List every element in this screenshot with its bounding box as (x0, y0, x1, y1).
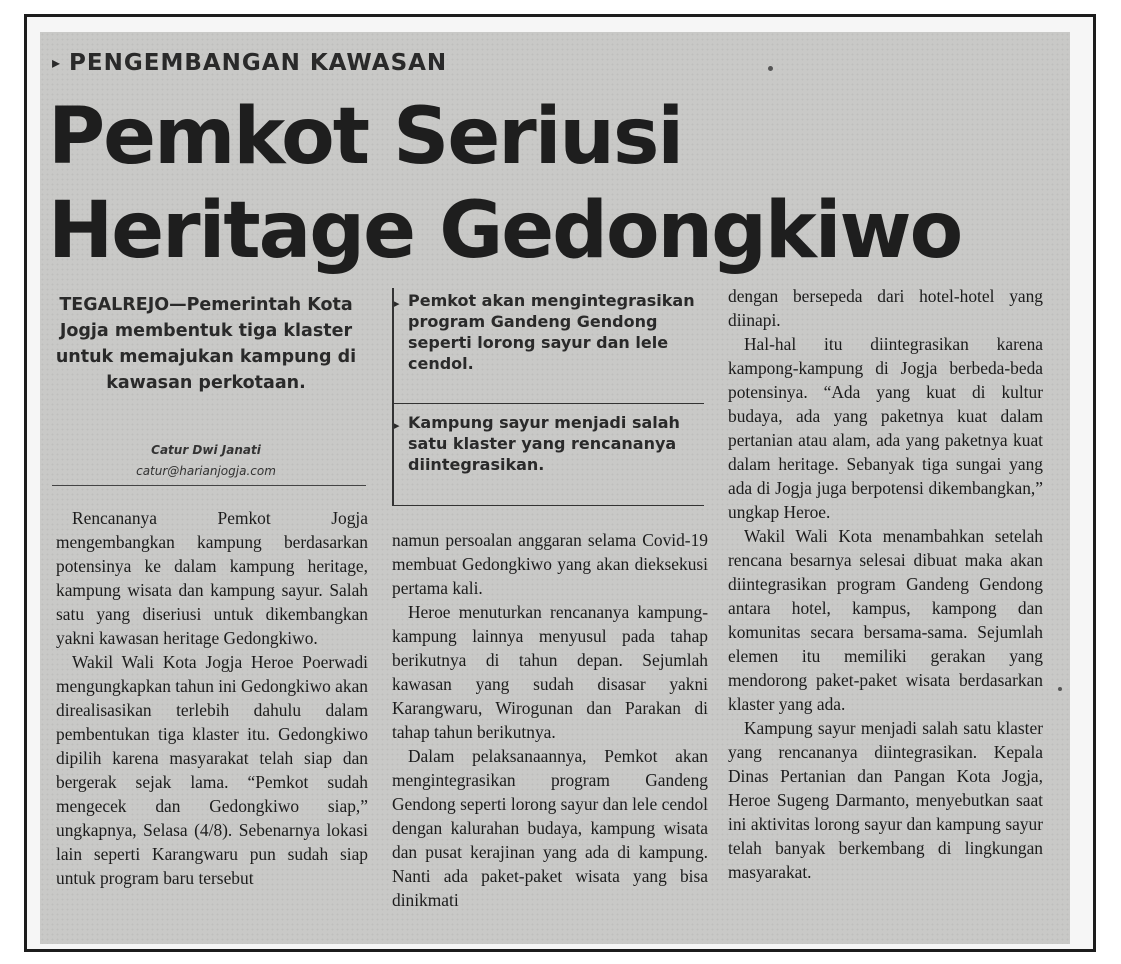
text-column-2 (392, 528, 708, 912)
highlight-divider (394, 403, 704, 404)
body-paragraph: Wakil Wali Kota Jogja Heroe Poerwadi mengungkapkan tahun ini Gedongkiwo akan direalisasikan terlebih dahulu dalam pembentukan tiga klaster itu. Gedongkiwo dipilih karena masyarakat telah siap dan bergerak sejak lama. “Pemkot sudah mengecek dan Gedongkiwo siap,” ungkapnya, Selasa (4/8). Sebenarnya lokasi lain seperti Karangwaru pun sudah siap untuk program baru tersebut (56, 652, 368, 888)
body-paragraph: Heroe menuturkan rencananya kampung-kampung lainnya menyusul pada tahap berikutnya di tahun depan. Sejumlah kawasan yang sudah disasar yakni Karangwaru, Wirogunan dan Parakan di tahap tahun berikutnya. (392, 602, 708, 742)
highlight-divider (394, 505, 704, 506)
triangle-bullet-icon: ▸ (394, 419, 400, 432)
print-speck (1058, 687, 1062, 691)
author-email: catur@harianjogja.com (136, 464, 276, 478)
highlight-text: Pemkot akan mengintegrasikan program Gandeng Gendong seperti lorong sayur dan lele cendol. (408, 291, 695, 373)
text-column-3 (728, 284, 1043, 884)
triangle-bullet-icon: ▸ (52, 53, 62, 72)
body-paragraph: Kampung sayur menjadi salah satu klaster yang rencananya diintegrasikan. Kepala Dinas Pertanian dan Pangan Kota Jogja, Heroe Sugeng Darmanto, menyebutkan saat ini aktivitas lorong sayur dan kampung sayur telah banyak berkembang di lingkungan masyarakat. (728, 718, 1043, 882)
newspaper-clipping (40, 32, 1070, 944)
triangle-bullet-icon: ▸ (394, 297, 400, 310)
body-paragraph: Dalam pelaksanaannya, Pemkot akan mengintegrasikan program Gandeng Gendong seperti lorong sayur dan lele cendol dengan kalurahan budaya, kampung wisata dan pusat kerajinan yang ada di kampung. Nanti ada paket-paket wisata yang bisa dinikmati (392, 746, 708, 910)
author-name: Catur Dwi Janati (151, 443, 261, 457)
lead-divider (52, 485, 366, 486)
body-paragraph: Wakil Wali Kota menambahkan setelah rencana besarnya selesai dibuat maka akan diintegrasikan program Gandeng Gendong antara hotel, kampus, kampong dan komunitas secara bersama-sama. Sejumlah elemen itu memiliki gerakan yang mendorong paket-paket wisata berdasarkan klaster yang ada. (728, 526, 1043, 714)
section-kicker (52, 50, 447, 76)
print-speck (768, 66, 773, 71)
highlights-box (392, 288, 704, 506)
byline (54, 440, 358, 482)
lead-paragraph: TEGALREJO—Pemerintah Kota Jogja membentuk tiga klaster untuk memajukan kampung di kawasan perkotaan. (55, 295, 357, 393)
highlight-item (394, 412, 700, 475)
kicker-text: PENGEMBANGAN KAWASAN (69, 50, 448, 76)
body-paragraph: Rencananya Pemkot Jogja mengembangkan kampung berdasarkan potensinya ke dalam kampung heritage, kampung wisata dan kampung sayur. Salah satu yang diseriusi untuk dikembangkan yakni kawasan heritage Gedongkiwo. (56, 508, 368, 648)
highlight-text: Kampung sayur menjadi salah satu klaster yang rencananya diintegrasikan. (408, 413, 680, 474)
headline: Pemkot Seriusi Heritage Gedongkiwo (48, 92, 962, 276)
body-paragraph: Hal-hal itu diintegrasikan karena kampong-kampung di Jogja berbeda-beda potensinya. “Ada yang kuat di kultur budaya, ada yang paketnya kuat dalam pertanian atau alam, ada yang paketnya kuat dalam heritage. Sebanyak tiga sungai yang ada di Jogja juga berpotensi dikembangkan,” ungkap Heroe. (728, 334, 1043, 522)
text-column-1 (56, 506, 368, 890)
highlight-item (394, 290, 700, 374)
body-paragraph: namun persoalan anggaran selama Covid-19 membuat Gedongkiwo yang akan dieksekusi pertama kali. (392, 530, 708, 598)
body-paragraph: dengan bersepeda dari hotel-hotel yang diinapi. (728, 286, 1043, 330)
